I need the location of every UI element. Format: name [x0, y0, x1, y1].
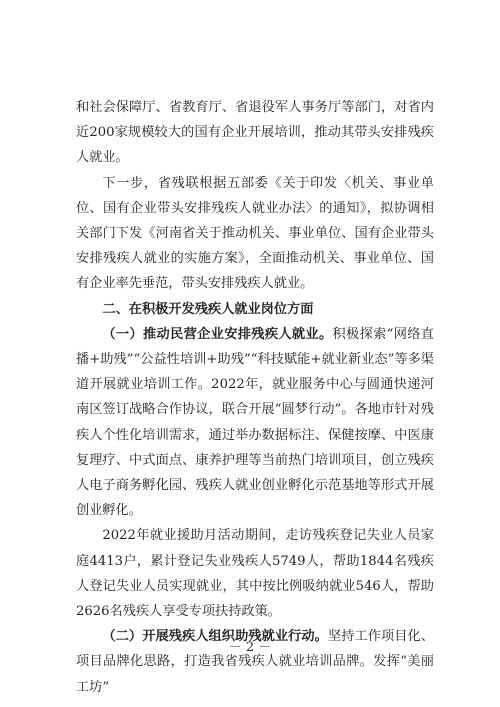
paragraph-text: 坚持工作项目化、项目品牌化思路，打造我省残疾人就业培训品牌。发挥“美丽工坊”	[76, 629, 435, 695]
paragraph-statistics: 2022年就业援助月活动期间，走访残疾登记失业人员家庭4413户，累计登记失业残疾人5749人，帮助1844名残疾人登记失业人员实现就业，其中按比例吸纳就业546人，帮助2626名残疾人享受专项扶持政策。	[76, 528, 434, 620]
page-number: － 2 －	[228, 640, 272, 655]
paragraph-private-enterprises	[76, 322, 434, 524]
paragraph-continued: 和社会保障厅、省教育厅、省退役军人事务厅等部门，对省内近200家规模较大的国有企业开展培训，推动其带头安排残疾人就业。	[76, 100, 434, 166]
section-heading: 二、在积极开发残疾人就业岗位方面	[102, 301, 314, 317]
document-body	[76, 95, 434, 700]
paragraph-text: 积极探索“网络直播+助残”“公益性培训+助残”“科技赋能+就业新业态”等多渠道开展就业培训工作。2022年，就业服务中心与圆通快递河南区签订战略合作协议，联合开展“圆梦行动”。各地市针对残疾人个性化培训需求，通过举办数据标注、保健按摩、中医康复理疗、中式面点、康养护理等当前热门培训项目，创立残疾人电子商务孵化园、残疾人就业创业孵化示范基地等形式开展创业孵化。	[76, 326, 434, 519]
subsection-lead: （二）开展残疾人组织助残就业行动。	[102, 629, 328, 645]
subsection-lead: （一）推动民营企业安排残疾人就业。	[102, 326, 333, 342]
paragraph-next-steps: 下一步，省残联根据五部委《关于印发〈机关、事业单位、国有企业带头安排残疾人就业办法〉的通知》，拟协调相关部门下发《河南省关于推动机关、事业单位、国有企业带头安排残疾人就业的实施方案》，全面推动机关、事业单位、国有企业率先垂范，带头安排残疾人就业。	[76, 175, 434, 292]
